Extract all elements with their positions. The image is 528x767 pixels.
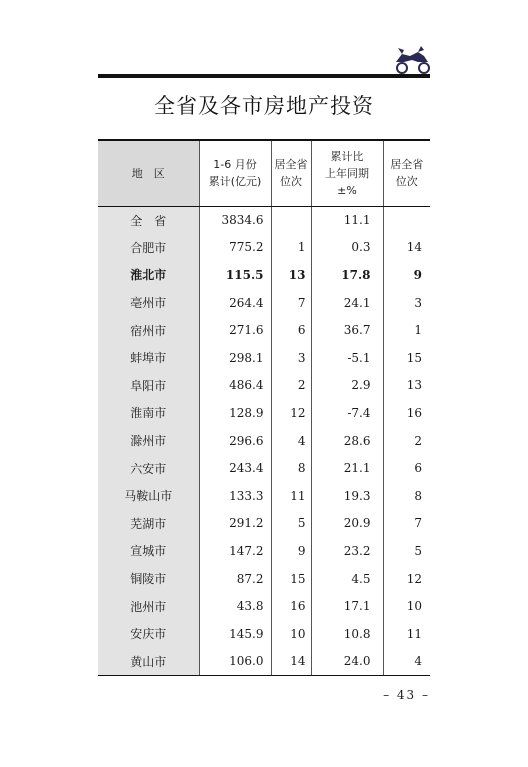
rank-growth-cell: 9 — [413, 267, 422, 282]
rank-cumulative-cell: 1 — [271, 234, 311, 262]
table-row — [98, 261, 430, 289]
table-row — [98, 344, 430, 372]
rank-growth-cell: 16 — [406, 405, 422, 420]
horse-logo-icon — [388, 44, 434, 74]
rank-cumulative-cell: 15 — [271, 565, 311, 593]
growth-cell: 19.3 — [311, 482, 383, 510]
region-cell: 滁州市 — [98, 427, 199, 455]
header-growth — [311, 140, 383, 206]
growth-cell: 4.5 — [311, 565, 383, 593]
growth-cell: 11.1 — [311, 206, 383, 234]
rank-growth-cell: 4 — [383, 648, 430, 676]
table-row — [98, 482, 430, 510]
table-body — [98, 206, 430, 675]
rank-cumulative-cell: 13 — [271, 261, 311, 289]
cumulative-cell: 147.2 — [199, 537, 271, 565]
table-row — [98, 399, 430, 427]
region-cell: 黄山市 — [98, 648, 199, 676]
region-cell: 淮南市 — [98, 399, 199, 427]
header-region — [98, 140, 199, 206]
rank-growth-cell: 8 — [414, 488, 422, 503]
region-cell: 芜湖市 — [98, 510, 199, 538]
rank-cumulative-cell: 9 — [271, 537, 311, 565]
rank-growth-cell — [383, 206, 430, 234]
cumulative-cell: 145.9 — [199, 620, 271, 648]
cumulative-cell: 243.4 — [199, 454, 271, 482]
rank-growth-cell: 14 — [406, 240, 422, 255]
growth-cell: -7.4 — [311, 399, 383, 427]
table-row — [98, 372, 430, 400]
rank-growth-cell: 11 — [406, 626, 422, 641]
rank-cumulative-cell: 3 — [271, 344, 311, 372]
growth-cell: 36.7 — [311, 316, 383, 344]
rank-growth-cell: 13 — [406, 378, 422, 393]
header-rank-growth — [383, 140, 430, 206]
table-row — [98, 234, 430, 262]
table-row — [98, 206, 430, 234]
rank-growth-cell: 7 — [414, 516, 422, 531]
growth-cell: 10.8 — [311, 620, 383, 648]
cumulative-cell: 87.2 — [199, 565, 271, 593]
table-row — [98, 510, 430, 538]
cumulative-cell: 128.9 — [199, 399, 271, 427]
top-rule — [98, 74, 430, 78]
table-row — [98, 648, 430, 676]
table-row — [98, 592, 430, 620]
cumulative-cell: 106.0 — [199, 648, 271, 676]
cumulative-cell: 133.3 — [199, 482, 271, 510]
region-cell: 阜阳市 — [98, 372, 199, 400]
growth-cell: 17.8 — [311, 261, 383, 289]
rank-cumulative-cell: 8 — [271, 454, 311, 482]
growth-cell: -5.1 — [311, 344, 383, 372]
rank-growth-cell: 5 — [414, 543, 422, 558]
cumulative-cell: 486.4 — [199, 372, 271, 400]
growth-cell: 23.2 — [311, 537, 383, 565]
region-cell: 全 省 — [98, 206, 199, 234]
rank-cumulative-cell: 4 — [271, 427, 311, 455]
header-rank2-line1: 居全省 — [390, 158, 424, 172]
rank-growth-cell: 6 — [414, 461, 422, 476]
region-cell: 淮北市 — [98, 261, 199, 289]
table-row — [98, 427, 430, 455]
region-cell: 宿州市 — [98, 316, 199, 344]
cumulative-cell: 775.2 — [199, 234, 271, 262]
growth-cell: 17.1 — [311, 592, 383, 620]
growth-cell: 28.6 — [311, 427, 383, 455]
table-row — [98, 620, 430, 648]
region-cell: 马鞍山市 — [98, 482, 199, 510]
rank-cumulative-cell: 14 — [271, 648, 311, 676]
growth-cell: 0.3 — [311, 234, 383, 262]
rank-cumulative-cell: 5 — [271, 510, 311, 538]
region-cell: 亳州市 — [98, 289, 199, 317]
header-rank2-line2: 位次 — [395, 175, 418, 189]
region-cell: 池州市 — [98, 592, 199, 620]
rank-cumulative-cell: 6 — [271, 316, 311, 344]
data-table-wrapper — [98, 139, 430, 676]
table-row — [98, 454, 430, 482]
region-cell: 蚌埠市 — [98, 344, 199, 372]
rank-cumulative-cell: 10 — [271, 620, 311, 648]
cumulative-cell: 43.8 — [199, 592, 271, 620]
data-table — [98, 139, 430, 676]
rank-growth-cell: 1 — [414, 323, 422, 338]
cumulative-cell: 3834.6 — [199, 206, 271, 234]
growth-cell: 21.1 — [311, 454, 383, 482]
growth-cell: 20.9 — [311, 510, 383, 538]
header-growth-line2: 上年同期 — [325, 166, 369, 180]
rank-cumulative-cell: 16 — [271, 592, 311, 620]
cumulative-cell: 291.2 — [199, 510, 271, 538]
growth-cell: 2.9 — [311, 372, 383, 400]
cumulative-cell: 264.4 — [199, 289, 271, 317]
header-rank1-line1: 居全省 — [274, 158, 308, 172]
rank-cumulative-cell: 7 — [271, 289, 311, 317]
rank-cumulative-cell — [271, 206, 311, 234]
growth-cell: 24.1 — [311, 289, 383, 317]
header-growth-line3: ±% — [337, 183, 357, 197]
cumulative-cell: 271.6 — [199, 316, 271, 344]
page-title: 全省及各市房地产投资 — [154, 94, 374, 118]
rank-cumulative-cell: 2 — [271, 372, 311, 400]
rank-growth-cell: 15 — [406, 350, 422, 365]
cumulative-cell: 115.5 — [199, 261, 271, 289]
header-cumulative — [199, 140, 271, 206]
cumulative-cell: 298.1 — [199, 344, 271, 372]
rank-cumulative-cell: 11 — [271, 482, 311, 510]
table-row — [98, 565, 430, 593]
header-growth-line1: 累计比 — [330, 149, 364, 163]
rank-growth-cell: 12 — [406, 571, 422, 586]
header-cumulative-line2: 累计(亿元) — [208, 175, 262, 189]
table-header-row — [98, 140, 430, 206]
header-rank-cumulative — [271, 140, 311, 206]
rank-cumulative-cell: 12 — [271, 399, 311, 427]
cumulative-cell: 296.6 — [199, 427, 271, 455]
table-row — [98, 316, 430, 344]
header-cumulative-line1: 1-6 月份 — [213, 158, 257, 172]
table-row — [98, 537, 430, 565]
header-region-label: 地 区 — [131, 166, 165, 180]
page-number: – 43 – — [383, 688, 430, 702]
region-cell: 合肥市 — [98, 234, 199, 262]
rank-growth-cell: 3 — [414, 295, 422, 310]
table-row — [98, 289, 430, 317]
growth-cell: 24.0 — [311, 648, 383, 676]
region-cell: 宣城市 — [98, 537, 199, 565]
region-cell: 六安市 — [98, 454, 199, 482]
region-cell: 安庆市 — [98, 620, 199, 648]
rank-growth-cell: 10 — [406, 599, 422, 614]
region-cell: 铜陵市 — [98, 565, 199, 593]
rank-growth-cell: 2 — [414, 433, 422, 448]
header-rank1-line2: 位次 — [280, 175, 302, 189]
